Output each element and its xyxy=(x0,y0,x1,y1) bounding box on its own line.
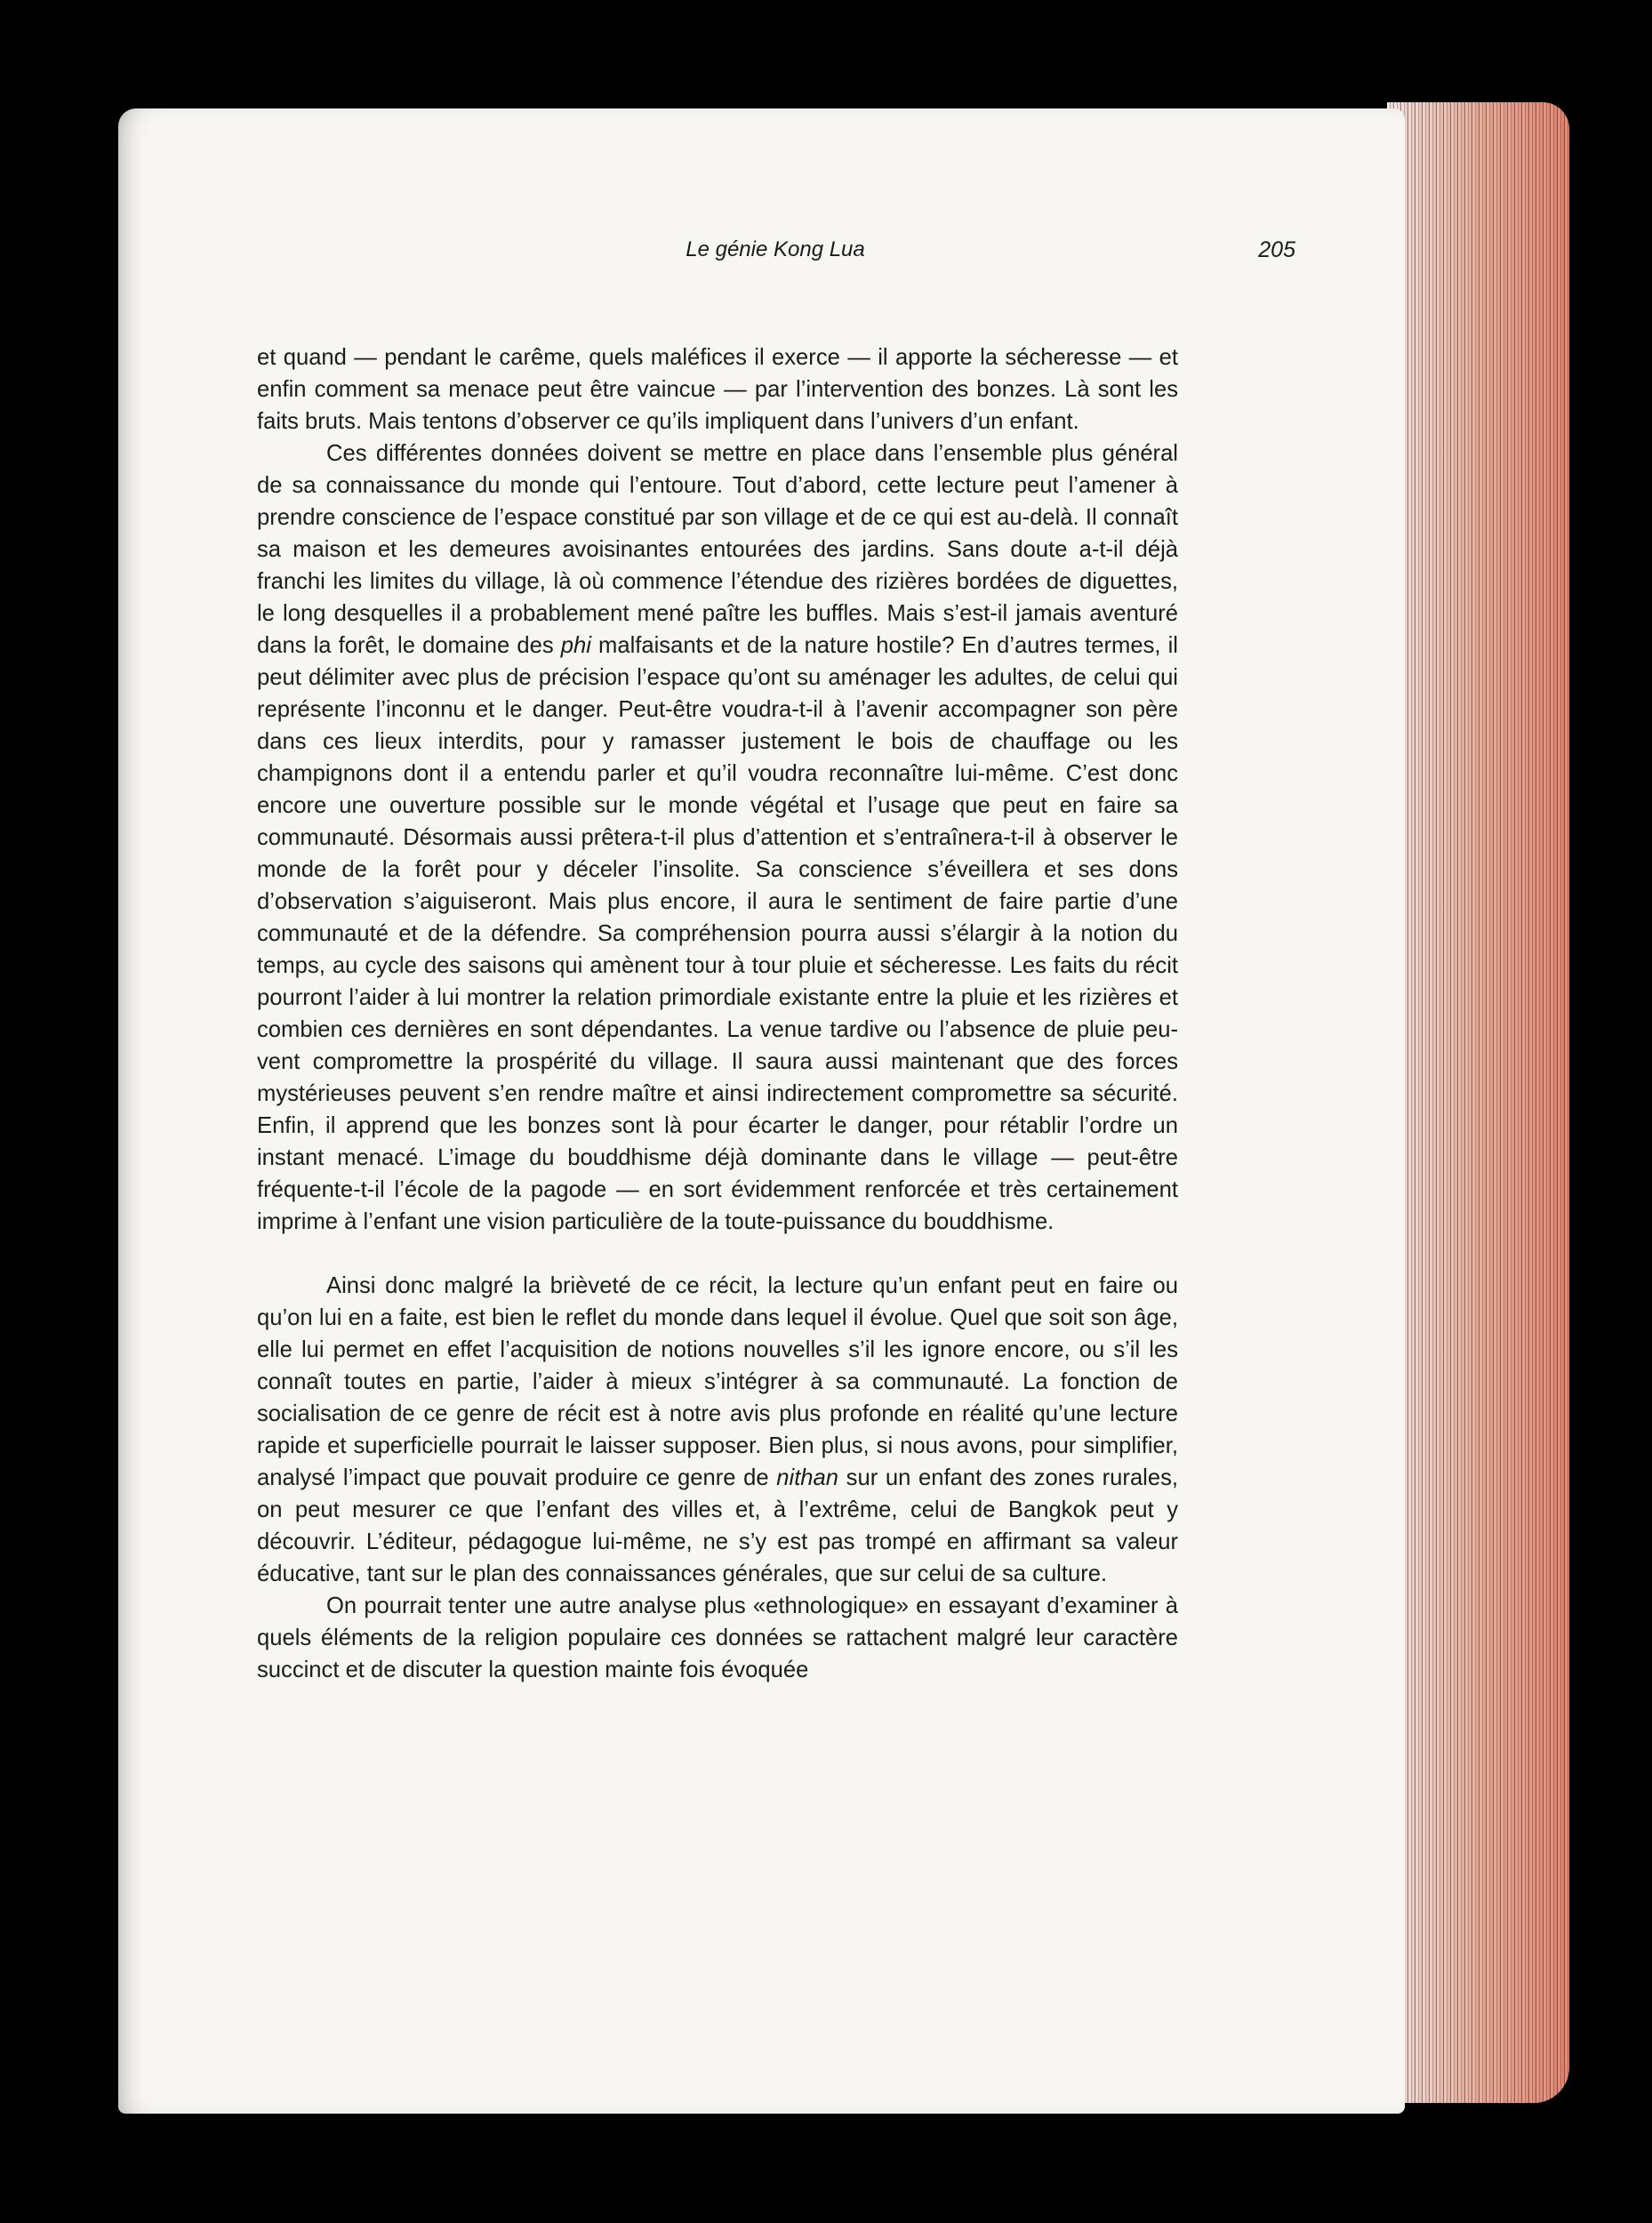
italic-term-nithan: nithan xyxy=(776,1465,839,1490)
paragraph-text: malfaisants et de la nature hostile? En d’autres termes, il peut délimiter avec plus de précision l’espace qu’ont su aménager les adultes, de celui qui représente l’inconnu et le danger. Peut-être voudra-t-il à l’avenir accompagner son père dans ces lieux interdits, pour y ramasser justement le bois de chauffage ou les champignons dont il a entendu parler et qu’il voudra reconnaître lui-même. C’est donc encore une ouverture possible sur le monde végétal et l’usage que peut en faire sa communauté. Désormais aussi prêtera-t-il plus d’attention et s’entraînera-t-il à observer le monde de la forêt pour y déceler l’insolite. Sa conscience s’éveillera et ses dons d’observation s’aiguiseront. Mais plus encore, il aura le sentiment de faire partie d’une communauté et de la défendre. Sa compréhension pourra aussi s’élargir à la notion du temps, au cycle des saisons qui amènent tour à tour pluie et sécheresse. Les faits du récit pourront l’aider à lui montrer la relation primordiale existante entre la pluie et les rizières et combien ces dernières en sont dépendantes. La venue tardive ou l’absence de pluie peuvent compromettre la prospérité du village. Il saura aussi maintenant que des forces mystérieuses peuvent s’en rendre maître et ainsi indirectement compromettre sa sécurité. Enfin, il apprend que les bonzes sont là pour écarter le danger, pour rétablir l’ordre un instant menacé. L’image du bouddhisme déjà dominante dans le village — peut-être fréquente-t-il l’école de la pagode — en sort évidemment renforcée et très certainement imprime à l’enfant une vision particulière de la toute-puissance du bouddhisme. xyxy=(257,633,1178,1234)
book-edge-tint xyxy=(1387,102,1569,2103)
paragraph-text: et quand — pendant le carême, quels maléfices il exerce — il apporte la sécheresse — et enfin comment sa menace peut être vaincue — par l’intervention des bonzes. Là sont les faits bruts. Mais tentons d’observer ce qu’ils impliquent dans l’univers d’un enfant. xyxy=(257,345,1178,434)
book-page xyxy=(118,108,1405,2114)
paragraph-3 xyxy=(257,1270,1178,1590)
italic-term-phi: phi xyxy=(560,633,591,658)
paragraph-text: sur un enfant des zones rurales, on peut mesurer ce que l’enfant des villes et, à l’extrême, celui de Bangkok peut y découvrir. L’éditeur, pédagogue lui-même, ne s’y est pas trompé en affirmant sa valeur éducative, tant sur le plan des connaissances générales, que sur celui de sa culture. xyxy=(257,1465,1179,1586)
paragraph-text: Ces différentes données doivent se mettre en place dans l’ensemble plus général de sa connaissance du monde qui l’entoure. Tout d’abord, cette lecture peut l’amener à prendre conscience de l’espace constitué par son village et de ce qui est au-delà. Il connaît sa maison et les demeures avoisinantes entourées des jardins. Sans doute a-t-il déjà franchi les limites du village, là où commence l’étendue des rizières bordées de diguettes, le long desquelles il a probablement mené paître les buffles. Mais s’est-il jamais aventuré dans la forêt, le domaine des xyxy=(257,441,1178,658)
paragraph-text: Ainsi donc malgré la brièveté de ce récit, la lecture qu’un enfant peut en faire ou qu’on lui en a faite, est bien le reflet du monde dans lequel il évolue. Quel que soit son âge, elle lui permet en effet l’acquisition de notions nouvelles s’il les ignore encore, ou s’il les connaît toutes en partie, l’aider à mieux s’intégrer à sa communauté. La fonction de socialisation de ce genre de récit est à notre avis plus profonde en réalité qu’une lecture rapide et superficielle pourrait le laisser supposer. Bien plus, si nous avons, pour simplifier, analysé l’impact que pouvait produire ce genre de xyxy=(257,1273,1178,1490)
running-title: Le génie Kong Lua xyxy=(686,237,865,261)
running-head xyxy=(255,237,1295,273)
body-text xyxy=(257,341,1178,1686)
paragraph-text: On pourrait tenter une autre analyse plus «ethnologique» en essayant d’examiner à quels éléments de la religion populaire ces données se rattachent malgré leur caractère succinct et de discuter la question mainte fois évoquée xyxy=(257,1593,1178,1682)
paragraph-4 xyxy=(257,1590,1178,1686)
paragraph-2 xyxy=(257,437,1178,1238)
page-number: 205 xyxy=(1258,237,1295,262)
paragraph-1 xyxy=(257,341,1178,437)
